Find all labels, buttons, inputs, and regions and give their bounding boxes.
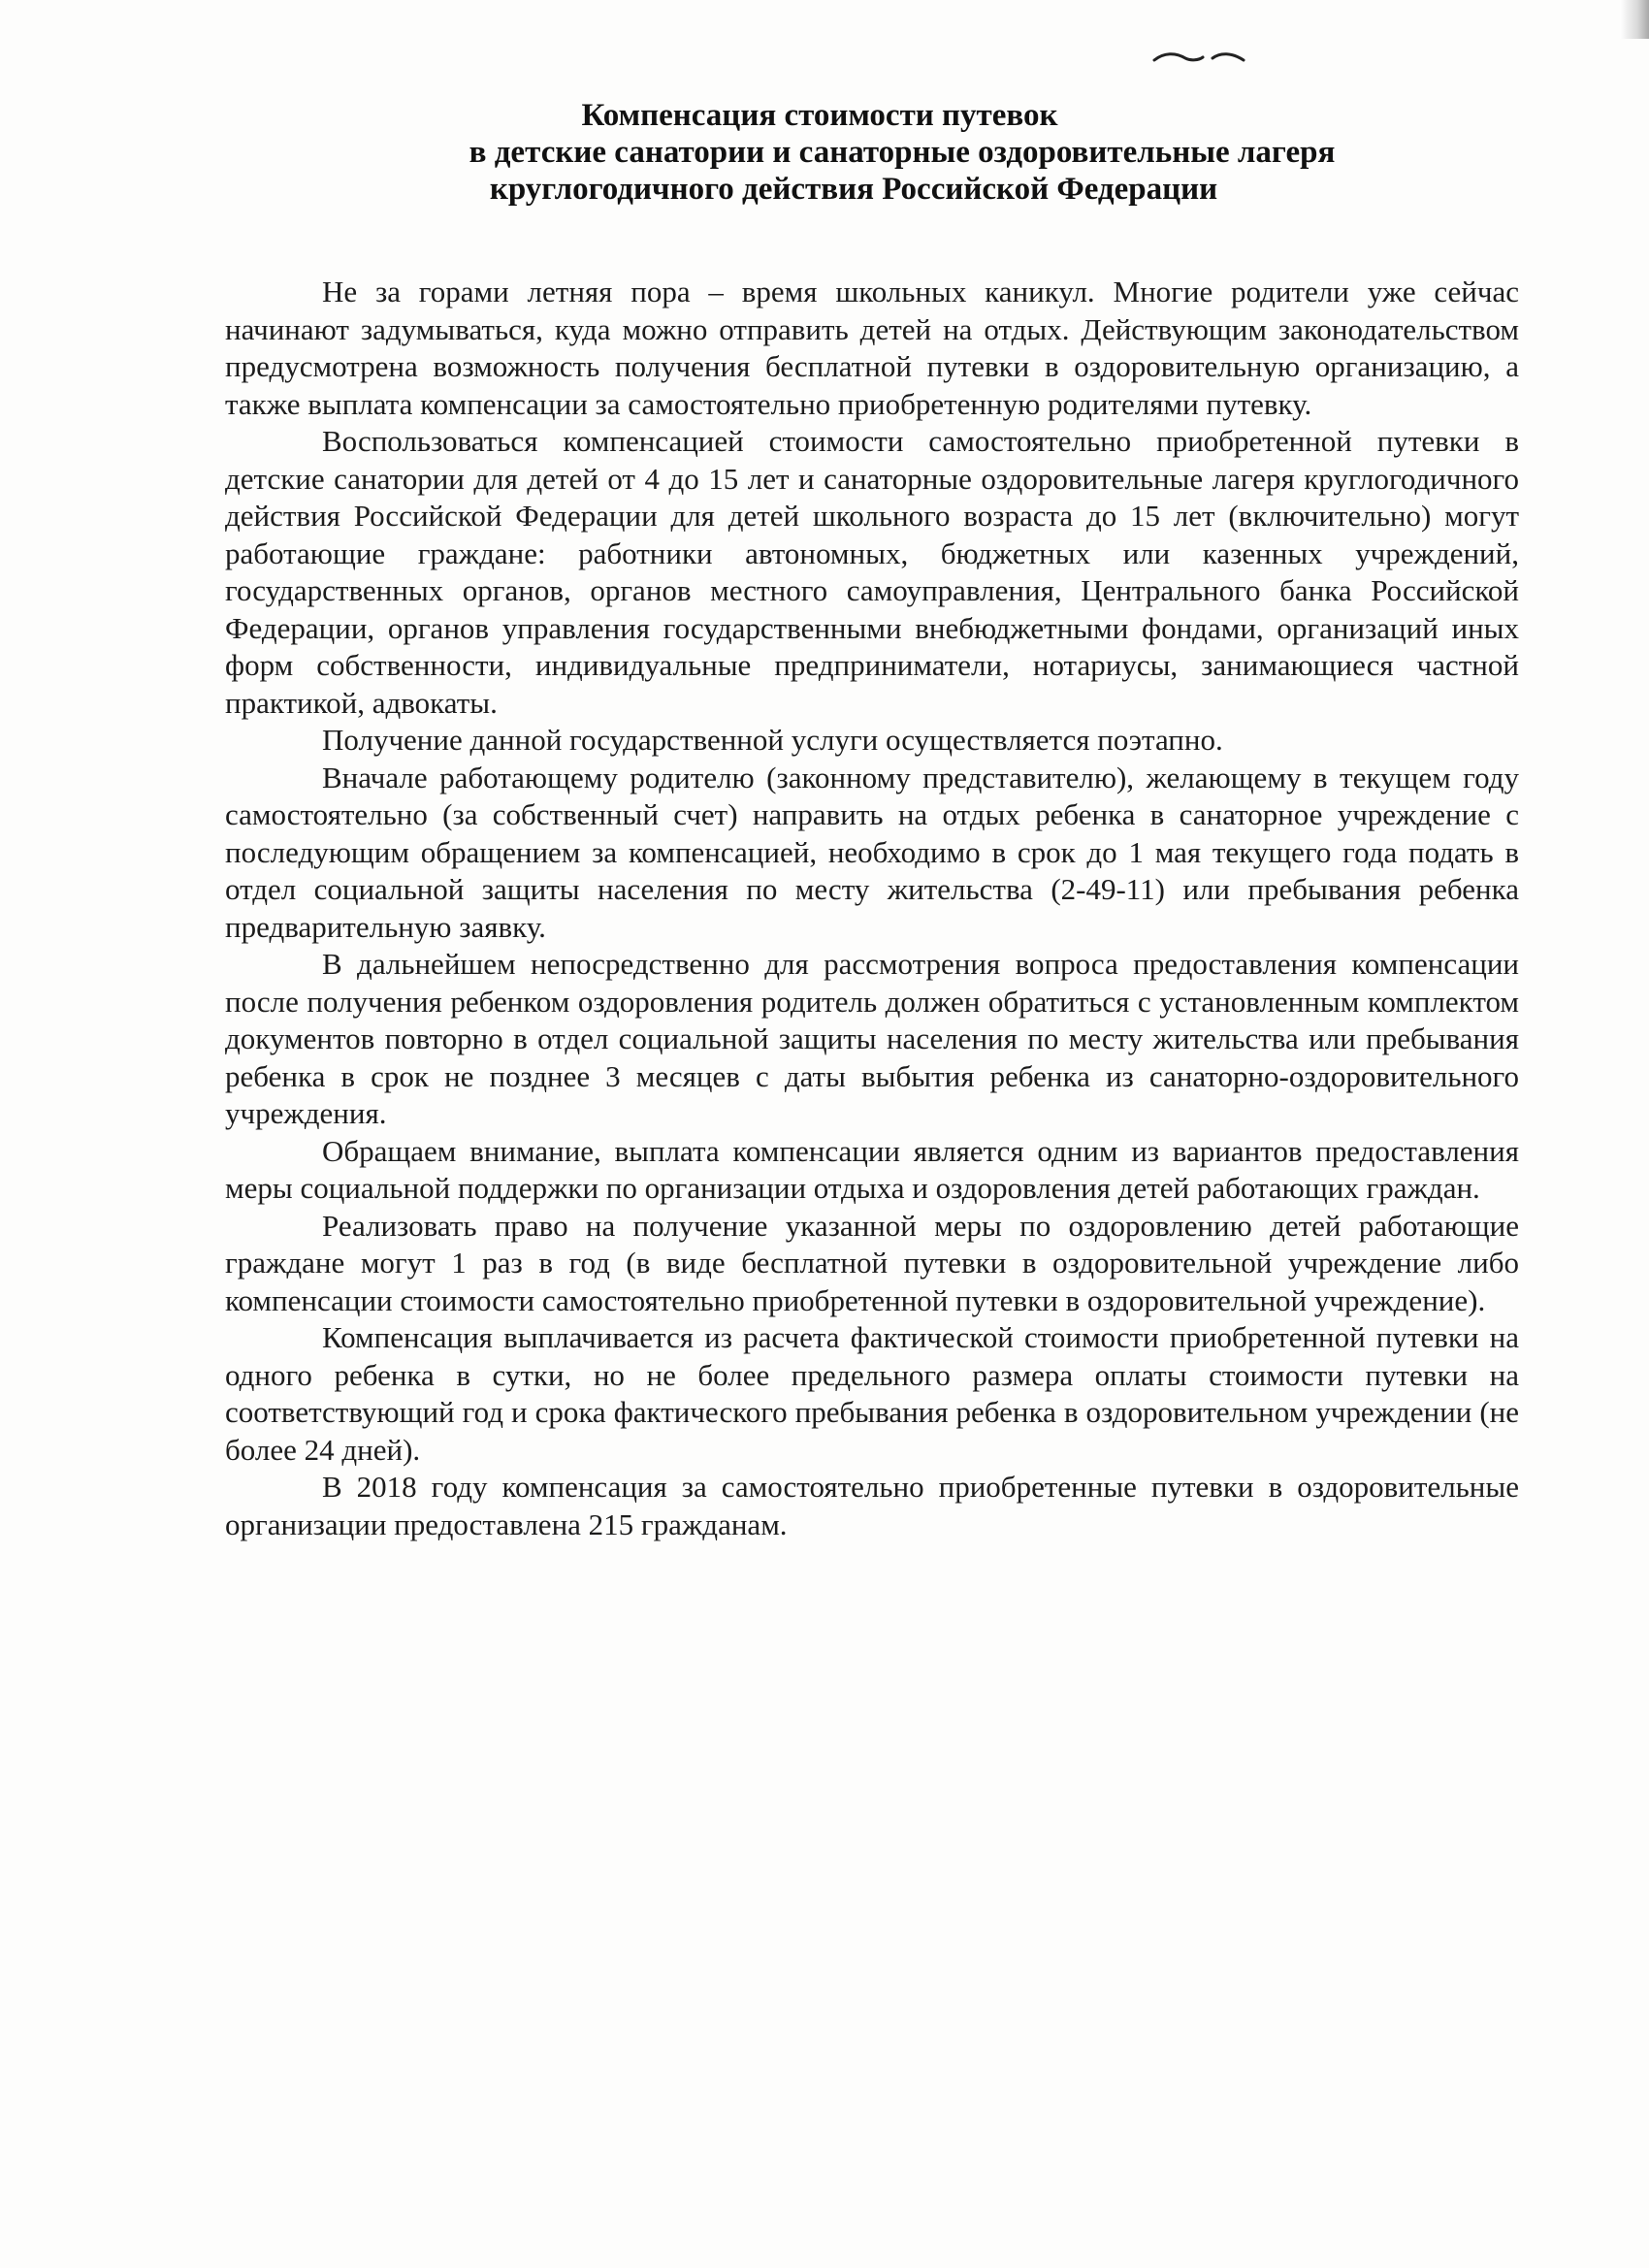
document-body (225, 274, 1519, 1543)
paragraph-5: В дальнейшем непосредственно для рассмотрения вопроса предоставления компенсации после получения ребенком оздоровления родитель должен обратиться с установленным комплектом документов повторно в отдел социальной защиты населения по месту жительства или пребывания ребенка в срок не позднее 3 месяцев с даты выбытия ребенка из санаторно-оздоровительного учреждения. (225, 947, 1519, 1130)
scan-edge-shadow (1620, 0, 1649, 39)
paragraph-4: Вначале работающему родителю (законному представителю), желающему в текущем году самостоятельно (за собственный счет) направить на отдых ребенка в санаторное учреждение с последующим обращением за компенсацией, необходимо в срок до 1 мая текущего года подать в отдел социальной защиты населения по месту жительства (2-49-11) или пребывания ребенка предварительную заявку. (225, 760, 1519, 944)
paragraph-9: В 2018 году компенсация за самостоятельно приобретенные путевки в оздоровительные организации предоставлена 215 гражданам. (225, 1470, 1519, 1541)
paragraph-8: Компенсация выплачивается из расчета фактической стоимости приобретенной путевки на одного ребенка в сутки, но не более предельного размера оплаты стоимости путевки на соответствующий год и срока фактического пребывания ребенка в оздоровительном учреждении (не более 24 дней). (225, 1320, 1519, 1467)
paragraph-6: Обращаем внимание, выплата компенсации является одним из вариантов предоставления меры социальной поддержки по организации отдыха и оздоровления детей работающих граждан. (225, 1133, 1519, 1205)
document-title (0, 97, 1649, 208)
paragraph-1: Не за горами летняя пора – время школьных каникул. Многие родители уже сейчас начинают задумываться, куда можно отправить детей на отдых. Действующим законодательством предусмотрена возможность получения бесплатной путевки в оздоровительную организацию, а также выплата компенсации за самостоятельно приобретенную родителями путевку. (225, 275, 1519, 421)
paragraph-2: Воспользоваться компенсацией стоимости самостоятельно приобретенной путевки в детские санатории для детей от 4 до 15 лет и санаторные оздоровительные лагеря круглогодичного действия Российской Федерации для детей школьного возраста до 15 лет (включительно) могут работающие граждане: работники автономных, бюджетных или казенных учреждений, государственных органов, органов местного самоуправления, Центрального банка Российской Федерации, органов управления государственными внебюджетными фондами, организаций иных форм собственности, индивидуальные предприниматели, нотариусы, занимающиеся частной практикой, адвокаты. (225, 424, 1519, 720)
paragraph-3: Получение данной государственной услуги осуществляется поэтапно. (322, 723, 1223, 757)
title-line-2: в детские санатории и санаторные оздоровительные лагеря (469, 135, 1336, 170)
paragraph-7: Реализовать право на получение указанной меры по оздоровлению детей работающие граждане могут 1 раз в год (в виде бесплатной путевки в оздоровительной учреждение либо компенсации стоимости самостоятельно приобретенной путевки в оздоровительной учреждение). (225, 1208, 1519, 1317)
title-line-3: круглогодичного действия Российской Федерации (489, 172, 1218, 207)
scan-mark (1152, 49, 1249, 68)
title-line-1: Компенсация стоимости путевок (581, 98, 1058, 133)
